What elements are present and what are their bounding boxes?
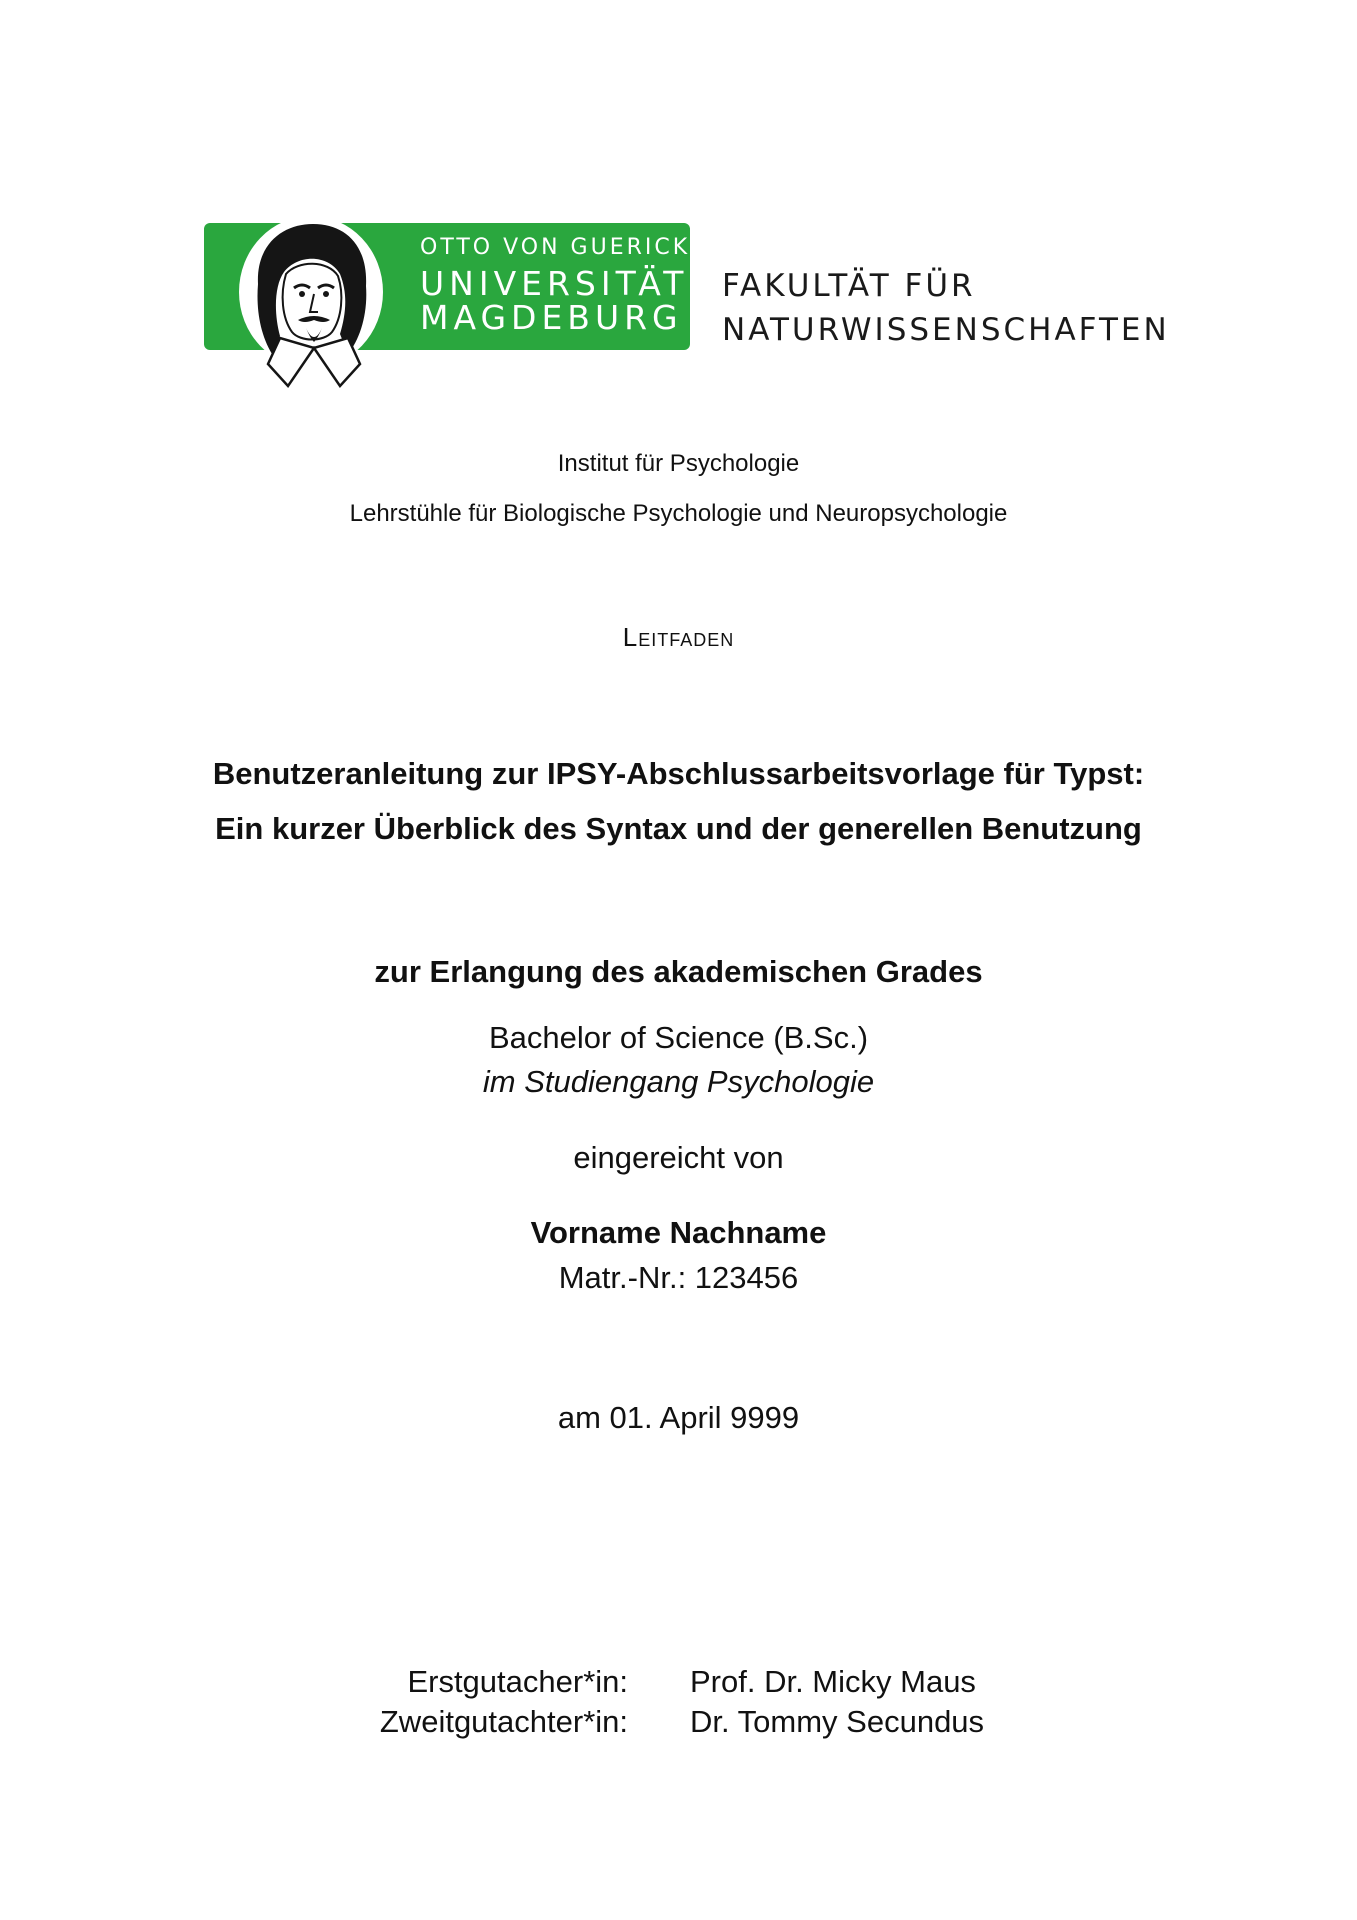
submitted-by-label: eingereicht von xyxy=(573,1140,784,1175)
faculty-line-1: FAKULTÄT FÜR xyxy=(722,268,976,304)
second-reviewer-label: Zweitgutachter*in: xyxy=(379,1704,628,1739)
study-program: im Studiengang Psychologie xyxy=(482,1064,875,1099)
chairs-name: Lehrstühle für Biologische Psychologie und Neuropsychologie xyxy=(349,500,1008,527)
logo-line-universitaet: UNIVERSITÄT xyxy=(420,264,689,303)
submission-date: am 01. April 9999 xyxy=(557,1400,800,1435)
degree-name: Bachelor of Science (B.Sc.) xyxy=(488,1020,869,1055)
institute-name: Institut für Psychologie xyxy=(557,450,800,477)
matriculation-number: Matr.-Nr.: 123456 xyxy=(558,1260,799,1295)
logo-line-otto-von-guericke: OTTO VON GUERICKE xyxy=(420,235,708,260)
logo-line-magdeburg: MAGDEBURG xyxy=(420,298,683,337)
document-type: Leitfaden xyxy=(622,622,735,652)
first-reviewer-label: Erstgutacher*in: xyxy=(407,1664,628,1699)
faculty-line-2: NATURWISSENSCHAFTEN xyxy=(722,312,1170,348)
second-reviewer-name: Dr. Tommy Secundus xyxy=(690,1704,985,1739)
author-name: Vorname Nachname xyxy=(530,1215,827,1250)
degree-purpose: zur Erlangung des akademischen Grades xyxy=(374,954,983,989)
title-line-2: Ein kurzer Überblick des Syntax und der generellen Benutzung xyxy=(215,811,1142,846)
guericke-portrait-icon xyxy=(228,214,394,390)
first-reviewer-name: Prof. Dr. Micky Maus xyxy=(690,1664,976,1699)
title-line-1: Benutzeranleitung zur IPSY-Abschlussarbeitsvorlage für Typst: xyxy=(212,756,1145,791)
